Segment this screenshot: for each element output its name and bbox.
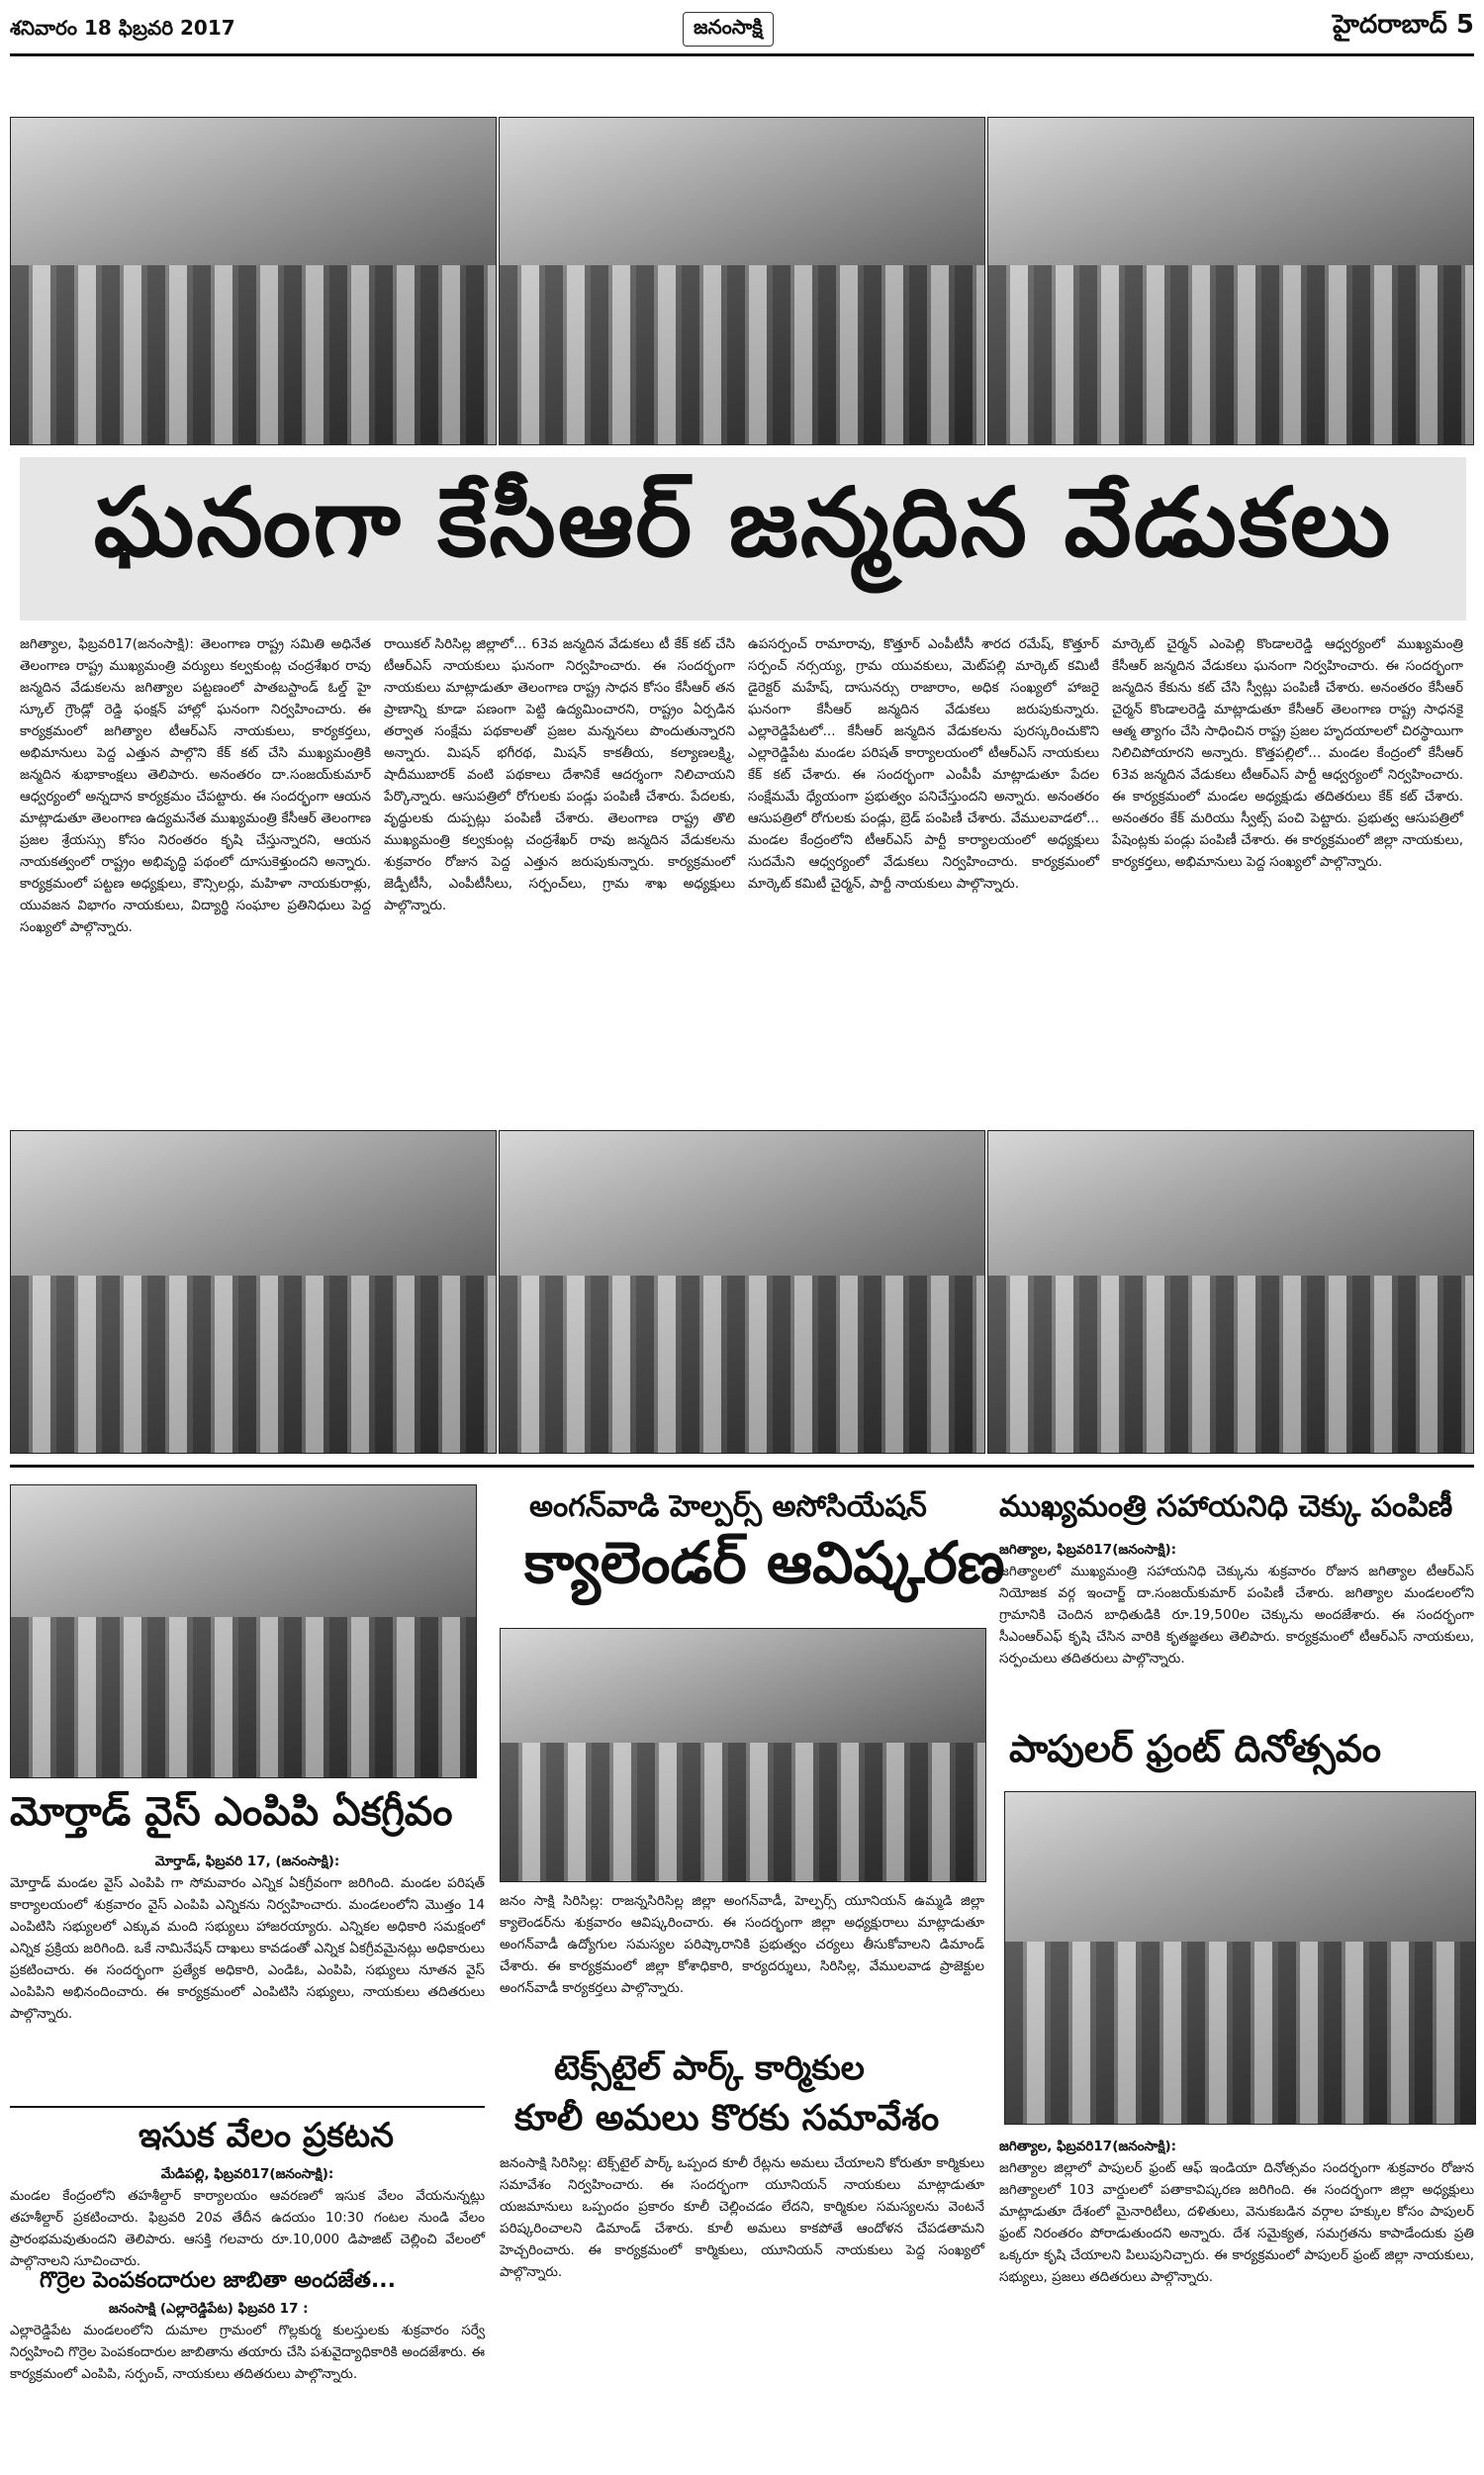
textile-story: జనంసాక్షి సిరిసిల్ల: టెక్స్‌టైల్ పార్క్ ఒప్పంద కూలీ రేట్లను అమలు చేయాలని కోరుతూ కార్మికులు సమావేశం నిర్వహించారు. ఈ సందర్భంగా యూనియన్ నాయకులు మాట్లాడుతూ యజమానులు ఒప్పందం ప్రకారం కూలీ చెల్లించడం లేదని, కార్మికుల సమస్యలను వెంటనే పరిష్కరించాలని డిమాండ్ చేశారు. కూలీ అమలు కాకపోతే ఆందోళన చేపడతామని హెచ్చరించారు. ఈ కార్యక్రమంలో కార్మికులు, యూనియన్ నాయకులు పెద్ద సంఖ్యలో పాల్గొన్నారు.	[500, 2155, 984, 2280]
photo-fruit-distribution	[10, 1130, 497, 1454]
photo-speech-crowd	[987, 117, 1474, 445]
anganwadi-story: జనం సాక్షి సిరిసిల్ల: రాజన్నసిరిసిల్ల జిల్లా అంగన్‌వాడీ, హెల్పర్స్ యూనియన్ ఉమ్మడి జిల్లా క్యాలెండర్‌ను శుక్రవారం ఆవిష్కరించారు. ఈ సందర్భంగా జిల్లా అధ్యక్షురాలు మాట్లాడుతూ అంగన్‌వాడీ ఉద్యోగుల సమస్యల పరిష్కారానికి ప్రభుత్వం చర్యలు తీసుకోవాలని డిమాండ్ చేశారు. ఈ కార్యక్రమంలో జిల్లా కోశాధికారి, కార్యదర్శులు, సిరిసిల్ల, వేములవాడ ప్రాజెక్టుల అంగన్‌వాడీ కార్యకర్తలు పాల్గొన్నారు.	[500, 1893, 984, 1996]
textile-headline-2: కూలీ అమలు కొరకు సమావేశం	[514, 2098, 940, 2139]
popular-front-headline: పాపులర్ ఫ్రంట్ దినోత్సవం	[1009, 1727, 1381, 1770]
page-city-number: హైదరాబాద్ 5	[1333, 10, 1474, 40]
photo-calendar-release	[500, 1628, 986, 1882]
main-headline: ఘనంగా కేసీఆర్ జన్మదిన వేడుకలు	[93, 467, 1393, 578]
anganwadi-headline: క్యాలెండర్ ఆవిష్కరణ	[524, 1529, 1005, 1596]
mortad-headline: మోర్తాడ్ వైస్ ఎంపిపి ఏకగ్రీవం	[10, 1789, 453, 1835]
isuka-headline: ఇసుక వేలం ప్రకటన	[139, 2116, 395, 2155]
main-story-col-2: రాయికల్ సిరిసిల్ల జిల్లాలో... 63వ జన్మదిన వేడుకలు టీ కేక్ కట్ చేసి టీఆర్ఎస్ నాయకులు ఘనంగా నిర్వహించారు. ఈ సందర్భంగా నాయకులు మాట్లాడుతూ తెలంగాణ రాష్ట్ర సాధన కోసం కేసీఆర్ తన ప్రాణాన్ని కూడా పణంగా పెట్టి ఉద్యమించారని, రాష్ట్రం ఏర్పడిన తర్వాత సంక్షేమ పథకాలతో ప్రజల మన్ననలు పొందుతున్నారని అన్నారు. మిషన్ భగీరథ, మిషన్ కాకతీయ, కల్యాణలక్ష్మి, షాదీముబారక్ వంటి పథకాలు దేశానికే ఆదర్శంగా నిలిచాయని పేర్కొన్నారు. ఆసుపత్రిలో రోగులకు పండ్లు పంపిణీ చేశారు. పేదలకు, వృద్ధులకు దుప్పట్లు పంపిణీ చేశారు. తెలంగాణ రాష్ట్ర తొలి ముఖ్యమంత్రి కల్వకుంట్ల చంద్రశేఖర్ రావు జన్మదిన వేడుకలను శుక్రవారం రోజున పెద్ద ఎత్తున జరుపుకున్నారు. కార్యక్రమంలో జెడ్పీటీసీ, ఎంపీటీసీలు, సర్పంచ్‌లు, గ్రామ శాఖ అధ్యక్షులు పాల్గొన్నారు.	[384, 636, 735, 913]
gorrela-subhead: గొర్రెల పెంపకందారుల జాబితా అందజేత...	[40, 2268, 396, 2293]
issue-date: శనివారం 18 ఫిబ్రవరి 2017	[10, 16, 235, 40]
textile-headline-1: టెక్స్‌టైల్ పార్క్ కార్మికుల	[554, 2048, 865, 2088]
anganwadi-kicker: అంగన్‌వాడి హెల్పర్స్ అసోసియేషన్	[529, 1489, 927, 1524]
popular-front-story: జగిత్యాల, ఫిబ్రవరి17(జనంసాక్షి): జగిత్యాల జిల్లాలో పాపులర్ ఫ్రంట్ ఆఫ్ ఇండియా దినోత్సవం సందర్భంగా శుక్రవారం రోజున జగిత్యాలలో 103 వార్డులలో పతాకావిష్కరణ జరిగింది. ఈ సందర్భంగా జిల్లా అధ్యక్షులు మాట్లాడుతూ దేశంలో మైనారిటీలు, దళితులు, వెనుకబడిన వర్గాల హక్కుల కోసం పాపులర్ ఫ్రంట్ నిరంతరం పోరాడుతుందని అన్నారు. దేశ సమైక్యత, సమగ్రతను కాపాడేందుకు ప్రతి ఒక్కరూ కృషి చేయాలని పిలుపునిచ్చారు. ఈ కార్యక్రమంలో పాపులర్ ఫ్రంట్ జిల్లా నాయకులు, సభ్యులు, ప్రజలు తదితరులు పాల్గొన్నారు.	[999, 2139, 1474, 2285]
photo-flag-hoisting	[1004, 1791, 1476, 2125]
main-story-col-4: మార్కెట్ చైర్మన్ ఎంపెల్లి కొండాలరెడ్డి ఆధ్వర్యంలో ముఖ్యమంత్రి కేసీఆర్ జన్మదిన వేడుకలు ఘనంగా నిర్వహించారు. ఈ సందర్భంగా జన్మదిన కేకును కట్ చేసి స్వీట్లు పంపిణీ చేశారు. అనంతరం కేసీఆర్ చైర్మన్ కొండాలరెడ్డి మాట్లాడుతూ కేసీఆర్ తెలంగాణ రాష్ట్ర సాధనకై ఆత్మ త్యాగం చేసి సాధించిన రాష్ట్ర ప్రజల హృదయాలలో చిరస్థాయిగా నిలిచిపోయారని అన్నారు. కొత్తపల్లిలో... మండల కేంద్రంలో కేసీఆర్ 63వ జన్మదిన వేడుకలు టీఆర్ఎస్ పార్టీ ఆధ్వర్యంలో నిర్వహించారు. ఈ కార్యక్రమంలో మండల అధ్యక్షుడు తదితరులు కేక్ కట్ చేశారు. అనంతరం కేక్ మరియు స్వీట్స్ పంచి పెట్టారు. ప్రభుత్వ ఆసుపత్రిలో పేషెంట్లకు పండ్లు పంపిణీ చేశారు. ఈ కార్యక్రమంలో జిల్లా నాయకులు, కార్యకర్తలు, అభిమానులు పెద్ద సంఖ్యలో పాల్గొన్నారు.	[1112, 636, 1463, 870]
mortad-story: మోర్తాడ్, ఫిబ్రవరి 17, (జనంసాక్షి): మోర్తాడ్ మండల వైస్ ఎంపిపి గా సోమవారం ఎన్నిక ఏకగ్రీవంగా జరిగింది. మండల పరిషత్ కార్యాలయంలో శుక్రవారం వైస్ ఎంపిపి ఎన్నికను నిర్వహించారు. మండలంలోని మొత్తం 14 ఎంపిటిసి సభ్యులలో ఎక్కువ మంది సభ్యులు హాజరయ్యారు. ఎన్నికల అధికారి సమక్షంలో ఎన్నిక ప్రక్రియ జరిగింది. ఒకే నామినేషన్ దాఖలు కావడంతో ఎన్నిక ఏకగ్రీవమైనట్లు అధికారులు ప్రకటించారు. ఈ సందర్భంగా ప్రత్యేక అధికారి, ఎండిఓ, ఎంపిపి, సభ్యులు నూతన వైస్ ఎంపిపిని అభినందించారు. ఈ కార్యక్రమంలో ఎంపిటిసి సభ్యులు, నాయకులు తదితరులు పాల్గొన్నారు.	[10, 1854, 485, 2022]
masthead	[10, 8, 1474, 56]
main-story-col-3: ఉపసర్పంచ్ రామారావు, కొత్తూర్ ఎంపీటీసీ శారద రమేష్, కొత్తూర్ సర్పంచ్ నర్సయ్య, గ్రామ యువకులు, మెట్‌పల్లి మార్కెట్ కమిటీ డైరెక్టర్ మహేష్, దాసునర్సు రాజారాం, అధిక సంఖ్యలో హాజరై ఘనంగా కేసీఆర్ జన్మదిన వేడుకలు జరుపుకున్నారు. ఎల్లారెడ్డిపేటలో... కేసీఆర్ జన్మదిన వేడుకలను పురస్కరించుకొని ఎల్లారెడ్డిపేట మండల పరిషత్ కార్యాలయంలో టీఆర్ఎస్ నాయకులు కేక్ కట్ చేశారు. ఈ సందర్భంగా ఎంపీపీ మాట్లాడుతూ పేదల సంక్షేమమే ధ్యేయంగా ప్రభుత్వం పనిచేస్తుందని అన్నారు. అనంతరం ఆసుపత్రిలో రోగులకు పండ్లు, బ్రెడ్ పంపిణీ చేశారు. వేములవాడలో... మండల కేంద్రంలోని టీఆర్ఎస్ పార్టీ కార్యాలయంలో అధ్యక్షులు సుదమేని ఆధ్వర్యంలో వేడుకలు నిర్వహించారు. కార్యక్రమంలో మార్కెట్ కమిటీ చైర్మన్, పార్టీ నాయకులు పాల్గొన్నారు.	[748, 636, 1099, 892]
photo-leaders-table	[987, 1130, 1474, 1454]
main-headline-box	[20, 457, 1466, 620]
photo-group-mortad	[10, 1484, 477, 1778]
isuka-story: మేడిపల్లి, ఫిబ్రవరి17(జనంసాక్షి): మండల కేంద్రంలోని తహశీల్దార్ కార్యాలయం ఆవరణలో ఇసుక వేలం వేయనున్నట్లు తహశీల్దార్ ప్రకటించారు. ఫిబ్రవరి 20వ తేదీన ఉదయం 10:30 గంటల నుండి వేలం ప్రారంభమవుతుందని తెలిపారు. ఆసక్తి గలవారు రూ.10,000 డిపాజిట్ చెల్లించి వేలంలో పాల్గొనాలని సూచించారు.	[10, 2166, 485, 2269]
main-story-col-1: జగిత్యాల, ఫిబ్రవరి17(జనంసాక్షి): తెలంగాణ రాష్ట్ర సమితి అధినేత తెలంగాణ రాష్ట్ర ముఖ్యమంత్రి వర్యులు కల్వకుంట్ల చంద్రశేఖర రావు జన్మదిన వేడుకలను జగిత్యాల పట్టణంలో పాతబస్టాండ్ ఓల్డ్ హై స్కూల్ గ్రౌండ్లో రెడ్డి ఫంక్షన్ హాల్లో ఘనంగా నిర్వహించారు. ఈ కార్యక్రమంలో జగిత్యాల టీఆర్ఎస్ నాయకులు, కార్యకర్తలు, అభిమానులు పెద్ద ఎత్తున పాల్గొని కేక్ కట్ చేసి ముఖ్యమంత్రికి జన్మదిన శుభాకాంక్షలు తెలిపారు. అనంతరం దా.సంజయ్‌కుమార్ ఆధ్వర్యంలో అన్నదాన కార్యక్రమం చేపట్టారు. ఈ సందర్భంగా ఆయన మాట్లాడుతూ తెలంగాణ ఉద్యమనేత ముఖ్యమంత్రి కేసీఆర్ తెలంగాణ ప్రజల శ్రేయస్సు కోసం నిరంతరం కృషి చేస్తున్నారని, ఆయన నాయకత్వంలో రాష్ట్రం అభివృద్ధి పథంలో దూసుకెళ్తుందని అన్నారు. కార్యక్రమంలో పట్టణ అధ్యక్షులు, కౌన్సిలర్లు, మహిళా నాయకురాళ్లు, యువజన విభాగం నాయకులు, విద్యార్థి సంఘాల ప్రతినిధులు పెద్ద సంఖ్యలో పాల్గొన్నారు.	[20, 636, 371, 935]
divider	[10, 2106, 485, 2108]
photo-cake-cutting	[10, 117, 497, 445]
photo-cake-office	[499, 1130, 985, 1454]
cmrf-headline: ముఖ్యమంత్రి సహాయనిధి చెక్కు పంపిణీ	[999, 1489, 1453, 1524]
photo-office-celebration	[499, 117, 985, 445]
cmrf-story: జగిత్యాల, ఫిబ్రవరి17(జనంసాక్షి): జగిత్యాలలో ముఖ్యమంత్రి సహాయనిధి చెక్కును శుక్రవారం రోజున జగిత్యాల టీఆర్ఎస్ నియోజక వర్గ ఇంచార్జ్ దా.సంజయ్‌కుమార్ పంపిణీ చేశారు. జగిత్యాల మండలంలోని గ్రామానికి చెందిన బాధితుడికి రూ.19,500ల చెక్కును అందజేశారు. ఈ సందర్భంగా సీఎంఆర్ఎఫ్ కృషి చేసిన వారికి కృతజ్ఞతలు తెలిపారు. కార్యక్రమంలో టీఆర్ఎస్ నాయకులు, సర్పంచులు తదితరులు పాల్గొన్నారు.	[999, 1542, 1474, 1666]
newspaper-brand: జనంసాక్షి	[683, 12, 774, 47]
gorrela-story: జనంసాక్షి (ఎల్లారెడ్డిపేట) ఫిబ్రవరి 17 : ఎల్లారెడ్డిపేట మండలంలోని దుమాల గ్రామంలో గొల్లకుర్మ కులస్తులకు శుక్రవారం సర్వే నిర్వహించి గొర్రెల పెంపకందారుల జాబితాను తయారు చేసి పశువైద్యాధికారికి అందజేశారు. ఈ కార్యక్రమంలో ఎంపిపి, సర్పంచ్, నాయకులు తదితరులు పాల్గొన్నారు.	[10, 2301, 485, 2382]
section-divider	[10, 1465, 1474, 1468]
